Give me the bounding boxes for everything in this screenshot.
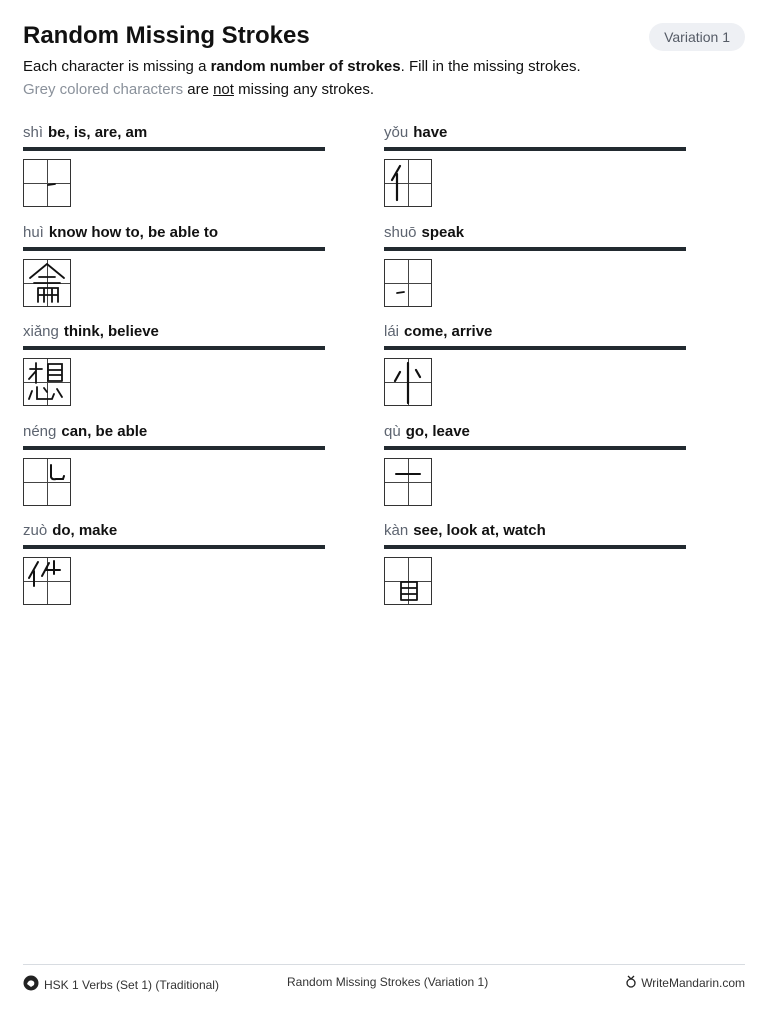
page-title: Random Missing Strokes (23, 22, 310, 49)
partial-character-stroke (24, 558, 70, 604)
instruction-line-2 (23, 81, 374, 98)
site-name[interactable]: WriteMandarin.com (641, 976, 745, 990)
writemandarin-logo-icon (625, 975, 637, 991)
partial-character-stroke (385, 558, 431, 604)
partial-character-stroke (24, 359, 70, 405)
entry-neng (23, 421, 325, 511)
instruction-text: . Fill in the missing strokes. (400, 58, 581, 75)
footer-worksheet-title: Random Missing Strokes (Variation 1) (287, 975, 489, 989)
divider (384, 446, 686, 450)
pinyin: shì (23, 124, 44, 141)
divider (23, 147, 325, 151)
pinyin: kàn (384, 522, 409, 539)
practice-box[interactable] (384, 557, 432, 605)
partial-character-stroke (24, 459, 70, 505)
entry-heading (384, 124, 447, 141)
entry-heading (384, 423, 470, 440)
partial-character-stroke (385, 359, 431, 405)
worksheet-logo-icon (23, 975, 39, 994)
pinyin: yǒu (384, 124, 409, 141)
practice-box[interactable] (23, 358, 71, 406)
instruction-line-1 (23, 58, 581, 75)
entry-heading (384, 224, 464, 241)
practice-box[interactable] (23, 159, 71, 207)
variation-badge: Variation 1 (649, 23, 745, 51)
footer-right (625, 975, 745, 991)
partial-character-stroke (385, 260, 431, 306)
entry-heading (23, 323, 159, 340)
divider (23, 346, 325, 350)
pinyin: lái (384, 323, 400, 340)
entry-heading (23, 423, 147, 440)
entry-shi (23, 122, 325, 212)
meaning: know how to, be able to (48, 224, 219, 241)
worksheet-set-name: HSK 1 Verbs (Set 1) (Traditional) (44, 977, 219, 992)
instruction-underlined: not (213, 81, 234, 98)
meaning: have (413, 124, 448, 141)
pinyin: huì (23, 224, 44, 241)
partial-character-stroke (24, 160, 70, 206)
footer-divider (23, 964, 745, 965)
practice-box[interactable] (23, 259, 71, 307)
divider (23, 446, 325, 450)
practice-box[interactable] (384, 358, 432, 406)
instruction-text: are (183, 81, 214, 98)
pinyin: xiǎng (23, 323, 59, 340)
entry-qu (384, 421, 686, 511)
practice-box[interactable] (23, 458, 71, 506)
entry-you (384, 122, 686, 212)
meaning: speak (421, 224, 465, 241)
pinyin: qù (384, 423, 401, 440)
practice-box[interactable] (384, 458, 432, 506)
entry-xiang (23, 321, 325, 411)
entry-shuo (384, 222, 686, 312)
entry-hui (23, 222, 325, 312)
entry-lai (384, 321, 686, 411)
grey-characters-note: Grey colored characters (23, 81, 184, 98)
entry-zuo (23, 520, 325, 610)
footer-left (23, 975, 219, 994)
pinyin: zuò (23, 522, 48, 539)
meaning: do, make (52, 522, 118, 539)
meaning: be, is, are, am (48, 124, 148, 141)
divider (23, 247, 325, 251)
partial-character-stroke (385, 459, 431, 505)
entry-heading (384, 323, 492, 340)
divider (384, 147, 686, 151)
meaning: go, leave (405, 423, 470, 440)
entry-heading (384, 522, 546, 539)
pinyin: néng (23, 423, 57, 440)
practice-box[interactable] (23, 557, 71, 605)
entry-kan (384, 520, 686, 610)
entry-heading (23, 522, 117, 539)
divider (384, 346, 686, 350)
instruction-text: Each character is missing a (23, 58, 211, 75)
partial-character-stroke (24, 260, 70, 306)
meaning: can, be able (61, 423, 148, 440)
practice-box[interactable] (384, 259, 432, 307)
divider (384, 545, 686, 549)
entry-heading (23, 224, 218, 241)
divider (384, 247, 686, 251)
entry-heading (23, 124, 147, 141)
partial-character-stroke (385, 160, 431, 206)
practice-box[interactable] (384, 159, 432, 207)
meaning: see, look at, watch (413, 522, 546, 539)
divider (23, 545, 325, 549)
meaning: think, believe (63, 323, 159, 340)
pinyin: shuō (384, 224, 417, 241)
meaning: come, arrive (404, 323, 493, 340)
instruction-text: missing any strokes. (233, 81, 374, 98)
instruction-bold: random number of strokes (210, 58, 401, 75)
